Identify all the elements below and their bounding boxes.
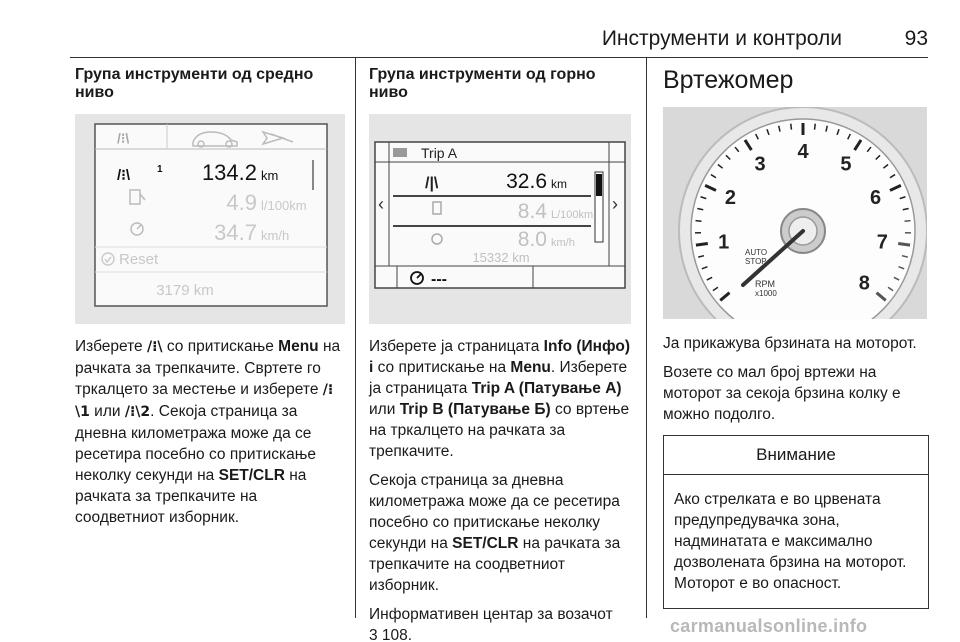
gauge-number: 1 <box>718 231 730 254</box>
gauge-tick <box>905 221 911 222</box>
fuel-consumption-unit: L/100km <box>551 209 594 221</box>
mid-level-display-figure <box>75 114 345 324</box>
reset-instructions <box>369 470 633 596</box>
text-run: на рачката за трепкачите на соодветниот изборник. <box>75 467 307 526</box>
text-run: Изберете ја страницата <box>369 338 540 355</box>
column-mid-level-cluster <box>75 66 347 528</box>
set-clr-label: SET/CLR <box>452 535 519 552</box>
average-speed-value: 8.0 <box>517 228 547 251</box>
text-run: Изберете <box>75 338 143 355</box>
car-icon <box>393 148 407 157</box>
page-header <box>0 0 960 62</box>
column-divider <box>646 58 647 618</box>
left-arrow-icon: ‹ <box>378 194 384 214</box>
average-speed-unit: km/h <box>551 237 575 249</box>
section-heading: Група инструменти од средно ниво <box>75 66 314 101</box>
tachometer-advice: Возете со мал број вртежи на моторот за секоја брзина колку е можно подолго. <box>663 364 901 423</box>
page-number: 93 <box>904 27 928 50</box>
text-run: со притискање на <box>377 359 507 376</box>
info-icon: i <box>369 359 374 376</box>
average-speed-unit: km/h <box>261 228 290 243</box>
trip-symbol: /|\ <box>425 175 439 192</box>
gauge-number: 6 <box>869 187 882 210</box>
trip-tab-icon: /⁝\ <box>117 130 130 146</box>
text-run: на рачката за трепкачите. Свртете го тркалцето за местење и изберете <box>75 338 341 398</box>
text-run: Секоја страница за дневна километража може да се ресетира посебно со притискање неколку секунди на <box>369 472 620 552</box>
rpm-multiplier: x1000 <box>755 289 777 298</box>
trip-1-symbol-inline: /⁝\1 <box>75 382 334 420</box>
trip-2-symbol-inline: /⁝\2 <box>124 404 151 420</box>
trip-superscript: 1 <box>157 164 163 175</box>
auto-stop-label: STOP <box>745 257 767 266</box>
odometer-value: 3179 km <box>156 282 214 299</box>
trip-a-label: Trip A (Патување А) <box>471 380 622 397</box>
gauge-tick <box>696 244 708 246</box>
set-clr-label: SET/CLR <box>218 467 285 484</box>
column-divider <box>355 58 356 618</box>
trip-symbol: /⁝\ <box>117 167 131 184</box>
tachometer-description: Ја прикажува брзината на моторот. <box>663 335 917 352</box>
gauge-number: 5 <box>840 153 852 176</box>
gauge-number: 4 <box>797 141 809 163</box>
gauge-number: 8 <box>858 272 870 295</box>
fuel-consumption-unit: l/100km <box>261 198 307 213</box>
trip-label: Trip A <box>421 145 458 161</box>
reset-label: Reset <box>119 251 159 268</box>
trip-distance-unit: km <box>261 168 279 183</box>
page-reference-link[interactable]: 3 108. <box>369 627 413 642</box>
upper-level-display-figure <box>369 114 631 324</box>
fuel-consumption-value: 8.4 <box>517 200 547 223</box>
gauge-tick <box>791 124 792 130</box>
text-run: или <box>94 403 121 420</box>
trip-distance-unit: km <box>551 177 567 191</box>
info-page-label: Info (Инфо) <box>543 338 631 355</box>
column-tachometer <box>663 66 929 609</box>
header-rule <box>70 57 928 58</box>
cross-reference <box>369 604 633 642</box>
section-heading: Вртежомер <box>663 66 794 94</box>
menu-button-label: Menu <box>510 359 551 376</box>
gauge-number: 2 <box>724 187 737 210</box>
tachometer-figure <box>663 107 927 319</box>
bottom-value: --- <box>431 271 447 288</box>
trip-b-label: Trip B (Патување Б) <box>399 401 551 418</box>
trip-distance-value: 32.6 <box>506 170 547 193</box>
text-run: на рачката за трепкачите на соодветниот изборник. <box>369 535 621 594</box>
gauge-tick <box>898 244 910 246</box>
notice-heading: Внимание <box>664 436 928 475</box>
trip-symbol-inline: /⁝\ <box>146 339 163 355</box>
section-heading: Група инструменти од горно ниво <box>369 66 596 101</box>
tachometer-svg <box>663 107 927 319</box>
upper-level-instructions <box>369 336 633 462</box>
gauge-tick <box>695 221 701 222</box>
fuel-consumption-value: 4.9 <box>226 190 257 215</box>
gauge-tick <box>815 124 816 130</box>
watermark: carmanualsonline.info <box>670 616 868 636</box>
odometer-value: 15332 km <box>472 250 530 265</box>
trip-distance-value: 134.2 <box>201 160 257 185</box>
gauge-number: 7 <box>876 231 888 254</box>
text-run: . Секоја страница за дневна километража може да се ресетира посебно со притискање неколку секунди на <box>75 403 316 484</box>
text-run: со вртење на тркалцето на рачката за трепкачите. <box>369 401 630 460</box>
notice-box <box>663 435 929 609</box>
gauge-number: 3 <box>754 153 766 176</box>
menu-button-label: Menu <box>278 338 319 355</box>
auto-stop-label: AUTO <box>745 248 768 257</box>
notice-body: Ако стрелката е во црвената предупредувачка зона, надминатата е максимално дозволената брзина на моторот. Моторот е во опасност. <box>674 491 907 592</box>
average-speed-value: 34.7 <box>214 220 257 245</box>
column-upper-level-cluster <box>369 66 633 642</box>
mid-level-instructions <box>75 336 347 528</box>
mid-level-display-svg <box>75 114 345 324</box>
text-run: со притискање <box>166 338 274 355</box>
text-run: . Изберете ја страницата <box>369 359 628 397</box>
upper-level-display-svg <box>369 114 631 324</box>
right-arrow-icon: › <box>612 194 618 214</box>
rpm-label: RPM <box>755 279 775 289</box>
scrollbar-thumb <box>596 174 602 196</box>
text-run: или <box>369 401 396 418</box>
page-title: Инструменти и контроли <box>601 27 842 50</box>
text-run: Информативен центар за возачот <box>369 606 613 623</box>
